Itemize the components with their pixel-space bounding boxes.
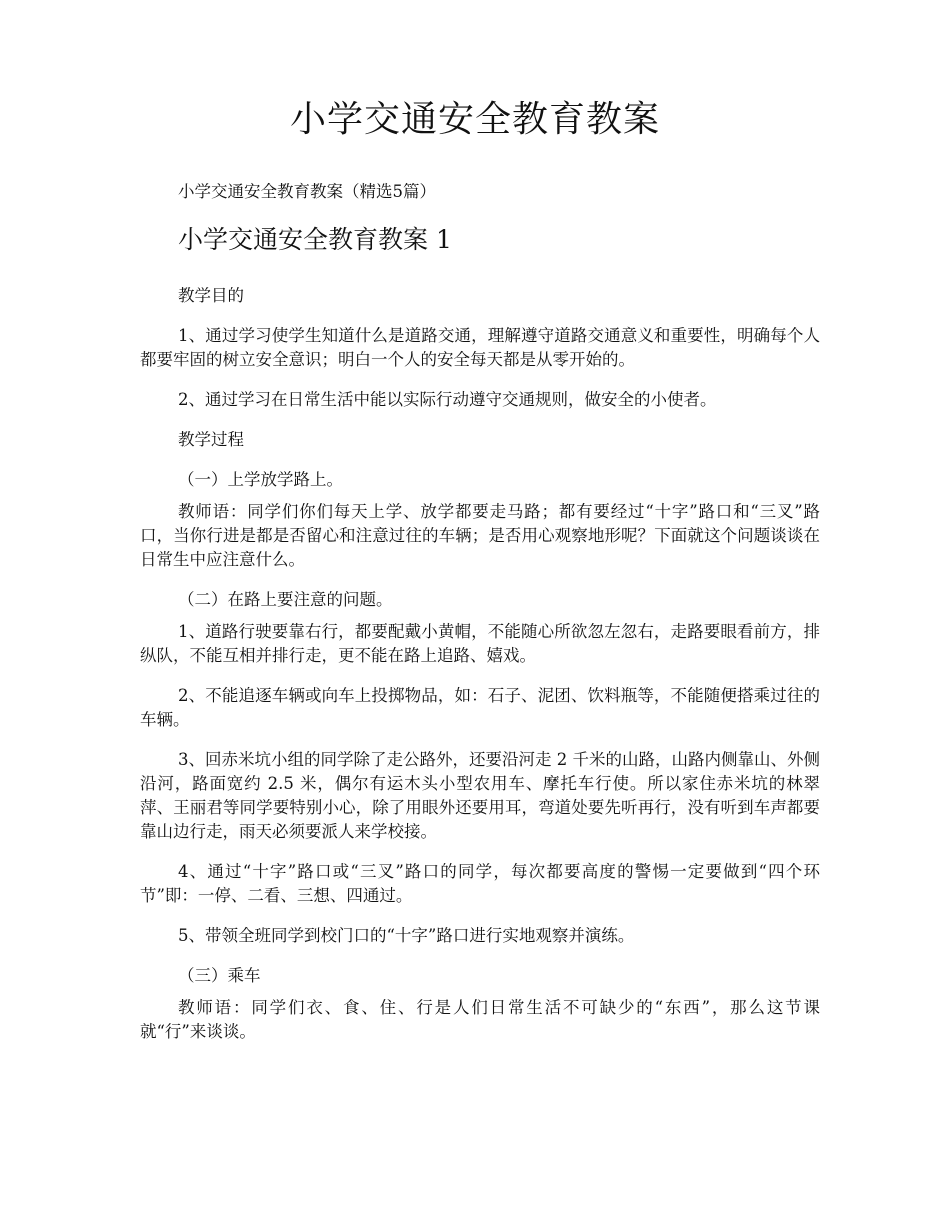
document-title: 小学交通安全教育教案	[289, 99, 660, 140]
paragraph-rule-1: 1、道路行驶要靠右行，都要配戴小黄帽，不能随心所欲忽左忽右，走路要眼看前方，排纵队，不能互相并排行走，更不能在路上追路、嬉戏。	[140, 622, 820, 665]
paragraph-goal-2: 2、通过学习在日常生活中能以实际行动遵守交通规则，做安全的小使者。	[178, 390, 717, 409]
paragraph-part-1-heading: （一）上学放学路上。	[178, 470, 343, 489]
paragraph-rule-5: 5、带领全班同学到校门口的“十字”路口进行实地观察并演练。	[178, 926, 635, 945]
paragraph-rule-4: 4、通过“十字”路口或“三叉”路口的同学，每次都要高度的警惕一定要做到“四个环节”即：一停、二看、三想、四通过。	[140, 862, 820, 905]
paragraph-goal-1: 1、通过学习使学生知道什么是道路交通，理解遵守道路交通意义和重要性，明确每个人都要牢固的树立安全意识；明白一个人的安全每天都是从零开始的。	[140, 326, 820, 369]
paragraph-teaching-process-heading: 教学过程	[178, 430, 244, 449]
paragraph-teacher-speech-1: 教师语：同学们你们每天上学、放学都要走马路；都有要经过“十字”路口和“三叉”路口，当你行进是都是否留心和注意过往的车辆；是否用心观察地形呢？下面就这个问题谈谈在日常生中应注意什么。	[140, 502, 820, 569]
paragraph-rule-3: 3、回赤米坑小组的同学除了走公路外，还要沿河走 2 千米的山路，山路内侧靠山、外侧沿河，路面宽约 2.5 米，偶尔有运木头小型农用车、摩托车行使。所以家住赤米坑的林翠萍、王丽君等同学要特别小心，除了用眼外还要用耳，弯道处要先听再行，没有听到车声都要靠山边行走，雨天必须要派人来学校接。	[140, 750, 820, 841]
document-body	[140, 180, 820, 1060]
paragraph-part-3-heading: （三）乘车	[178, 966, 261, 985]
paragraph-teaching-goal-heading: 教学目的	[178, 286, 244, 305]
paragraph-part-2-heading: （二）在路上要注意的问题。	[178, 590, 393, 609]
paragraph-teacher-speech-2: 教师语：同学们衣、食、住、行是人们日常生活不可缺少的“东西”，那么这节课就“行”来谈谈。	[140, 998, 820, 1041]
section-heading: 小学交通安全教育教案 1	[178, 225, 452, 254]
paragraph-rule-2: 2、不能追逐车辆或向车上投掷物品，如：石子、泥团、饮料瓶等，不能随便搭乘过往的车辆。	[140, 686, 820, 729]
document-subtitle: 小学交通安全教育教案（精选5篇）	[178, 182, 436, 201]
